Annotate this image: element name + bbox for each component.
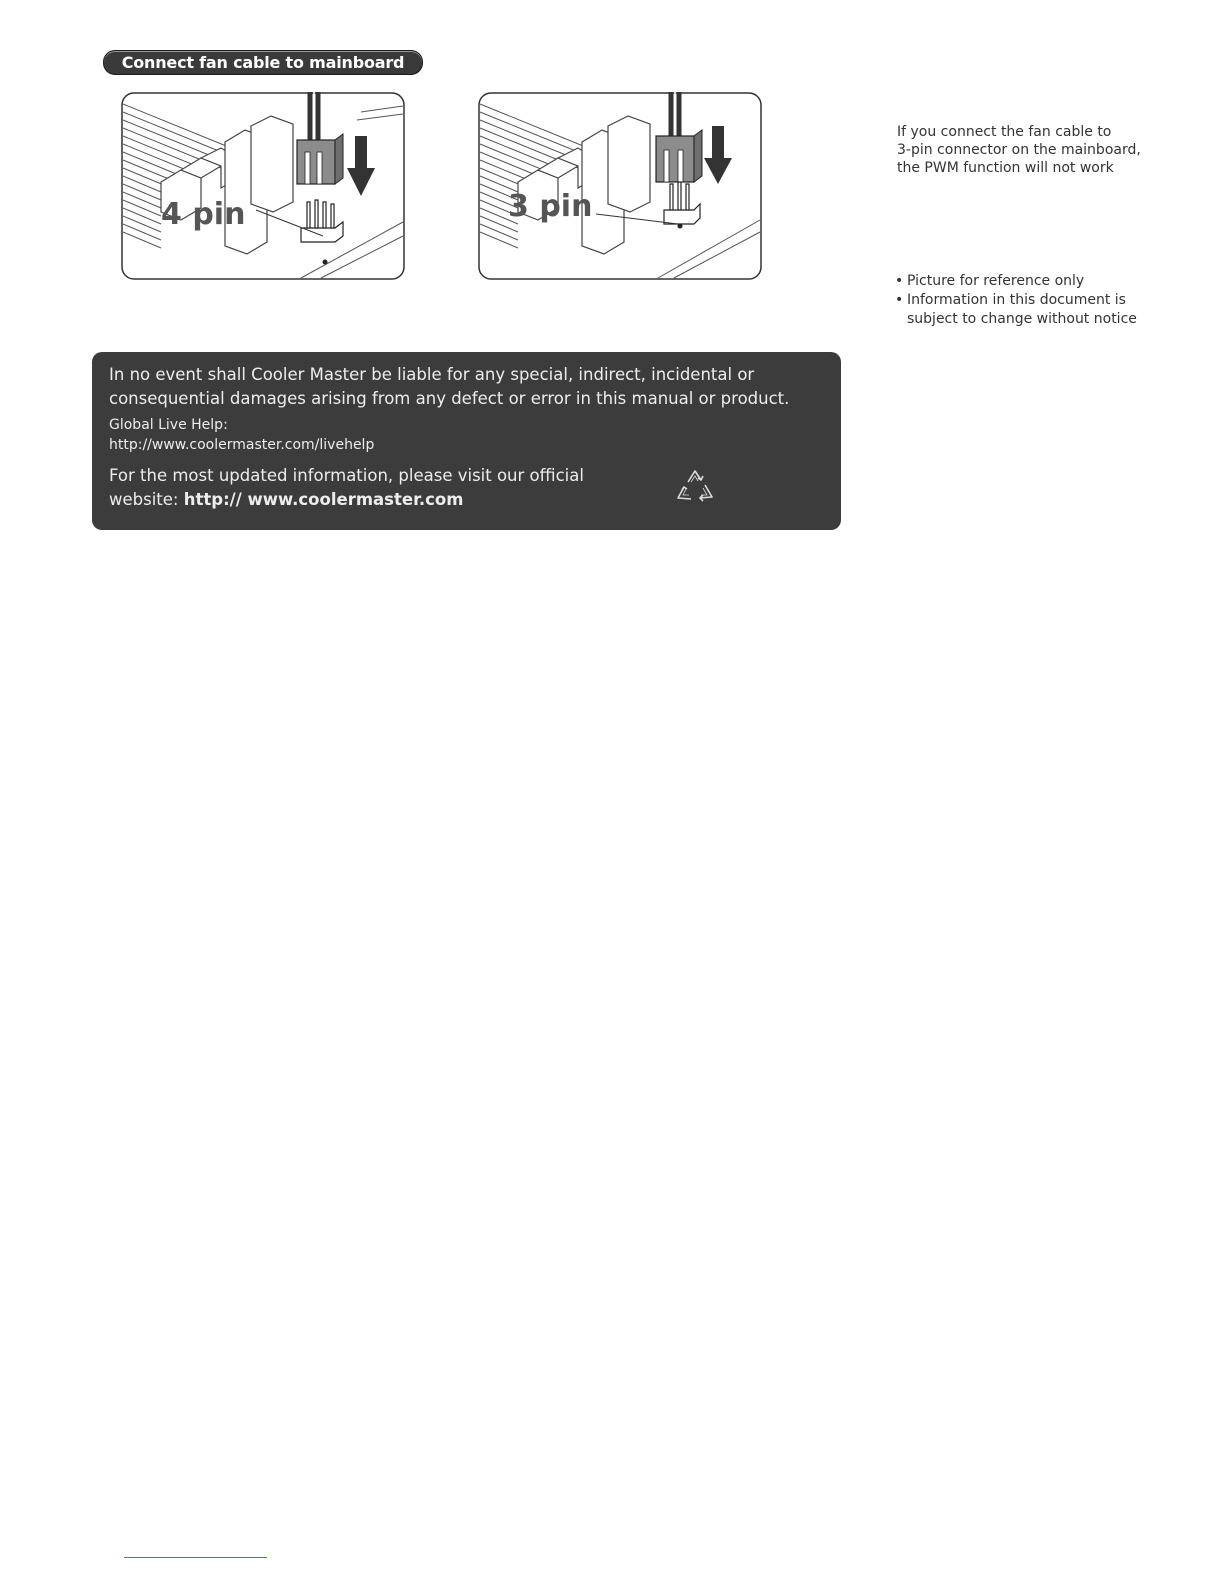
website-line	[109, 488, 584, 512]
live-help-label: Global Live Help:	[109, 417, 228, 433]
section-title: Connect fan cable to mainboard	[103, 50, 423, 75]
reference-bullets	[895, 272, 1195, 329]
bullet-item	[895, 272, 1195, 291]
bullet-text: Picture for reference only	[907, 273, 1085, 289]
pwm-note	[897, 123, 1187, 177]
visit-text: For the most updated information, please visit our official	[109, 466, 584, 485]
bullet-dot-icon: •	[895, 292, 904, 308]
liability-text	[109, 363, 789, 411]
bullet-text: Information in this document is	[907, 292, 1126, 308]
bullet-dot-icon: •	[895, 273, 904, 289]
four-pin-connector-illustration	[121, 92, 405, 280]
liability-line: In no event shall Cooler Master be liable for any special, indirect, incidental or	[109, 365, 755, 384]
note-line: the PWM function will not work	[897, 160, 1114, 176]
live-help-link[interactable]: http://www.coolermaster.com/livehelp	[109, 437, 375, 453]
footer-rule	[124, 1557, 267, 1558]
note-line: If you connect the fan cable to	[897, 124, 1112, 140]
note-line: 3-pin connector on the mainboard,	[897, 142, 1141, 158]
liability-line: consequential damages arising from any defect or error in this manual or product.	[109, 389, 790, 408]
live-help	[109, 415, 374, 455]
bullet-item	[895, 291, 1195, 310]
disclaimer-panel	[92, 352, 841, 530]
connector-label: 4 pin	[161, 197, 246, 232]
three-pin-connector-illustration	[478, 92, 762, 280]
website-link[interactable]: http:// www.coolermaster.com	[183, 490, 464, 509]
recycle-icon	[674, 468, 716, 508]
website-info	[109, 464, 584, 512]
connector-label: 3 pin	[508, 189, 593, 224]
bullet-text-continued: subject to change without notice	[907, 311, 1137, 327]
website-prefix: website:	[109, 490, 184, 509]
